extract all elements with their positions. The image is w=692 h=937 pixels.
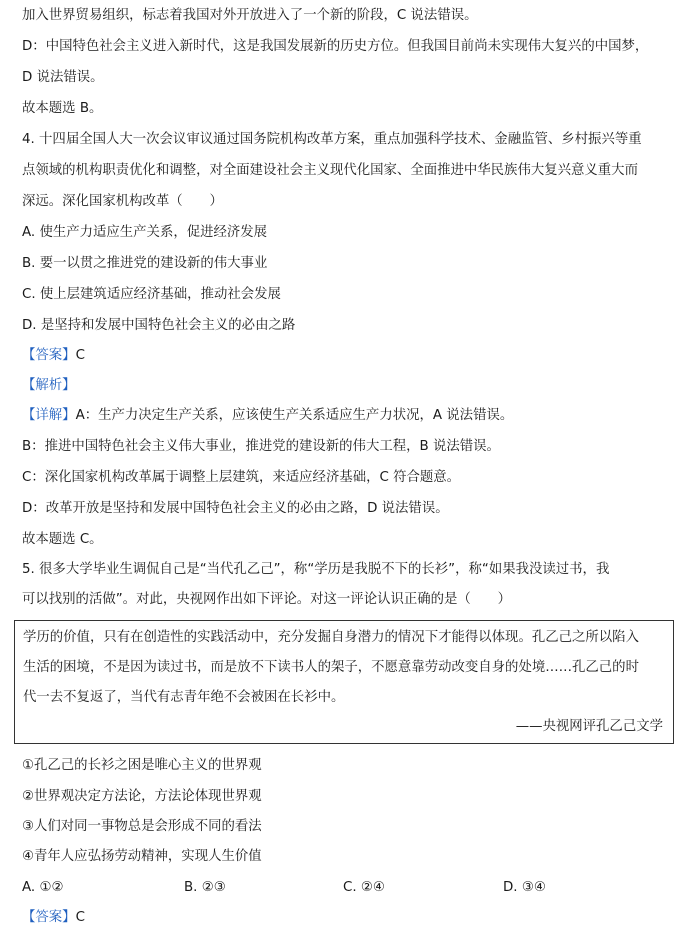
statement-1: ①孔乙己的长衫之困是唯心主义的世界观 xyxy=(22,758,262,773)
answer-line xyxy=(22,908,85,928)
text-line: 加入世界贸易组织，标志着我国对外开放进入了一个新的阶段，C 说法错误。 xyxy=(22,8,478,23)
option-a: A. 使生产力适应生产关系，促进经济发展 xyxy=(22,225,268,240)
question-4-stem: 4. 十四届全国人大一次会议审议通过国务院机构改革方案，重点加强科学技术、金融监管、乡村振兴等重 xyxy=(22,132,642,147)
detail-line xyxy=(22,406,513,426)
option-c: C. 使上层建筑适应经济基础，推动社会发展 xyxy=(22,287,281,302)
question-5-stem: 可以找别的活做”。对此，央视网作出如下评论。对这一评论认识正确的是（ ） xyxy=(22,592,511,607)
option-c: C. ②④ xyxy=(343,880,385,895)
statement-2: ②世界观决定方法论，方法论体现世界观 xyxy=(22,789,262,804)
detail-tag: 【详解】 xyxy=(22,408,76,423)
quote-line: 学历的价值，只有在创造性的实践活动中，充分发掘自身潜力的情况下才能得以体现。孔乙己之所以陷入 xyxy=(23,630,639,645)
quote-box xyxy=(14,620,674,744)
analysis-tag: 【解析】 xyxy=(22,378,76,393)
detail-text: A：生产力决定生产关系，应该使生产关系适应生产力状况，A 说法错误。 xyxy=(75,408,514,423)
question-5-stem: 5. 很多大学毕业生调侃自己是“当代孔乙己”，称“学历是我脱不下的长衫”，称“如果我没读过书，我 xyxy=(22,562,610,577)
answer-tag: 【答案】 xyxy=(22,348,76,363)
answer-tag: 【答案】 xyxy=(22,910,76,925)
answer-value: C xyxy=(75,348,85,363)
quote-source: ——央视网评孔乙己文学 xyxy=(515,719,663,734)
option-d: D. 是坚持和发展中国特色社会主义的必由之路 xyxy=(22,318,296,333)
statement-3: ③人们对同一事物总是会形成不同的看法 xyxy=(22,819,262,834)
question-4-stem: 深远。深化国家机构改革（ ） xyxy=(22,194,223,209)
explain-line: C：深化国家机构改革属于调整上层建筑，来适应经济基础，C 符合题意。 xyxy=(22,470,461,485)
conclusion-line: 故本题选 C。 xyxy=(22,532,103,547)
option-d: D. ③④ xyxy=(503,880,546,895)
text-line: D 说法错误。 xyxy=(22,70,104,85)
explain-line: D：改革开放是坚持和发展中国特色社会主义的必由之路，D 说法错误。 xyxy=(22,501,449,516)
text-line: 故本题选 B。 xyxy=(22,101,103,116)
statement-4: ④青年人应弘扬劳动精神，实现人生价值 xyxy=(22,849,262,864)
text-line: D：中国特色社会主义进入新时代，这是我国发展新的历史方位。但我国目前尚未实现伟大复兴的中国梦， xyxy=(22,39,649,54)
explain-line: B：推进中国特色社会主义伟大事业，推进党的建设新的伟大工程，B 说法错误。 xyxy=(22,439,500,454)
answer-value: C xyxy=(75,910,85,925)
option-b: B. 要一以贯之推进党的建设新的伟大事业 xyxy=(22,256,268,271)
question-4-stem: 点领域的机构职责优化和调整，对全面建设社会主义现代化国家、全面推进中华民族伟大复兴意义重大而 xyxy=(22,163,638,178)
answer-line xyxy=(22,346,85,366)
option-a: A. ①② xyxy=(22,880,64,895)
option-b: B. ②③ xyxy=(184,880,226,895)
quote-line: 生活的困境，不是因为读过书，而是放不下读书人的架子，不愿意靠劳动改变自身的处境……孔乙己的时 xyxy=(23,660,639,675)
quote-line: 代一去不复返了，当代有志青年绝不会被困在长衫中。 xyxy=(23,690,345,705)
